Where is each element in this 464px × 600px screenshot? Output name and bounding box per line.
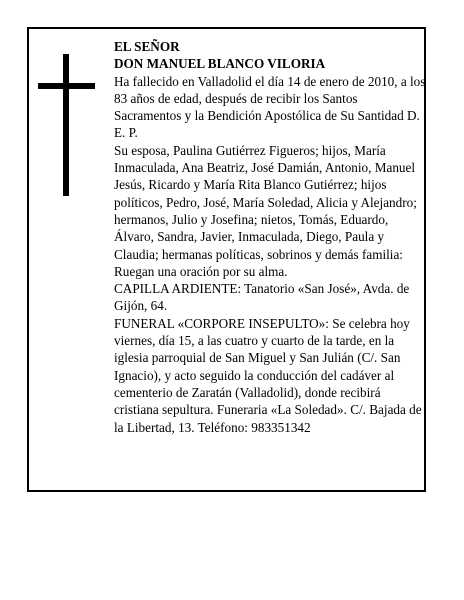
obituary-text (114, 38, 426, 436)
death-announcement: Ha fallecido en Valladolid el día 14 de enero de 2010, a los 83 años de edad, después de recibir los Santos Sacramentos y la Bendición Apostólica de Su Santidad D. E. P. (114, 73, 426, 141)
deceased-name: DON MANUEL BLANCO VILORIA (114, 56, 326, 72)
funeral-info: FUNERAL «CORPORE INSEPULTO»: Se celebra hoy viernes, día 15, a las cuatro y cuarto de la tarde, en la iglesia parroquial de San Miguel y San Julián (C/. San Ignacio), y acto seguido la conducción del cadáver al cementerio de Zaratán (Valladolid), donde recibirá cristiana sepultura. Funeraria «La Soledad». C/. Bajada de la Libertad, 13. Teléfono: 983351342 (114, 315, 422, 435)
cross-horizontal-bar (38, 83, 95, 89)
cross-vertical-bar (63, 54, 69, 196)
chapel-info: CAPILLA ARDIENTE: Tanatorio «San José», Avda. de Gijón, 64. (114, 281, 410, 314)
notice-title: EL SEÑOR (114, 39, 180, 54)
family-list: Su esposa, Paulina Gutiérrez Figueros; hijos, María Inmaculada, Ana Beatriz, José Damián, Antonio, Manuel Jesús, Ricardo y María Rita Blanco Gutiérrez; hijos políticos, Pedro, José, María Soledad, Alicia y Alejandro; hermanos, Julio y Josefina; nietos, Tomás, Eduardo, Álvaro, Sandra, Javier, Inmaculada, Diego, Paula y Claudia; hermanas políticas, sobrinos y demás familia: (114, 142, 417, 262)
prayer-request: Ruegan una oración por su alma. (114, 263, 288, 279)
